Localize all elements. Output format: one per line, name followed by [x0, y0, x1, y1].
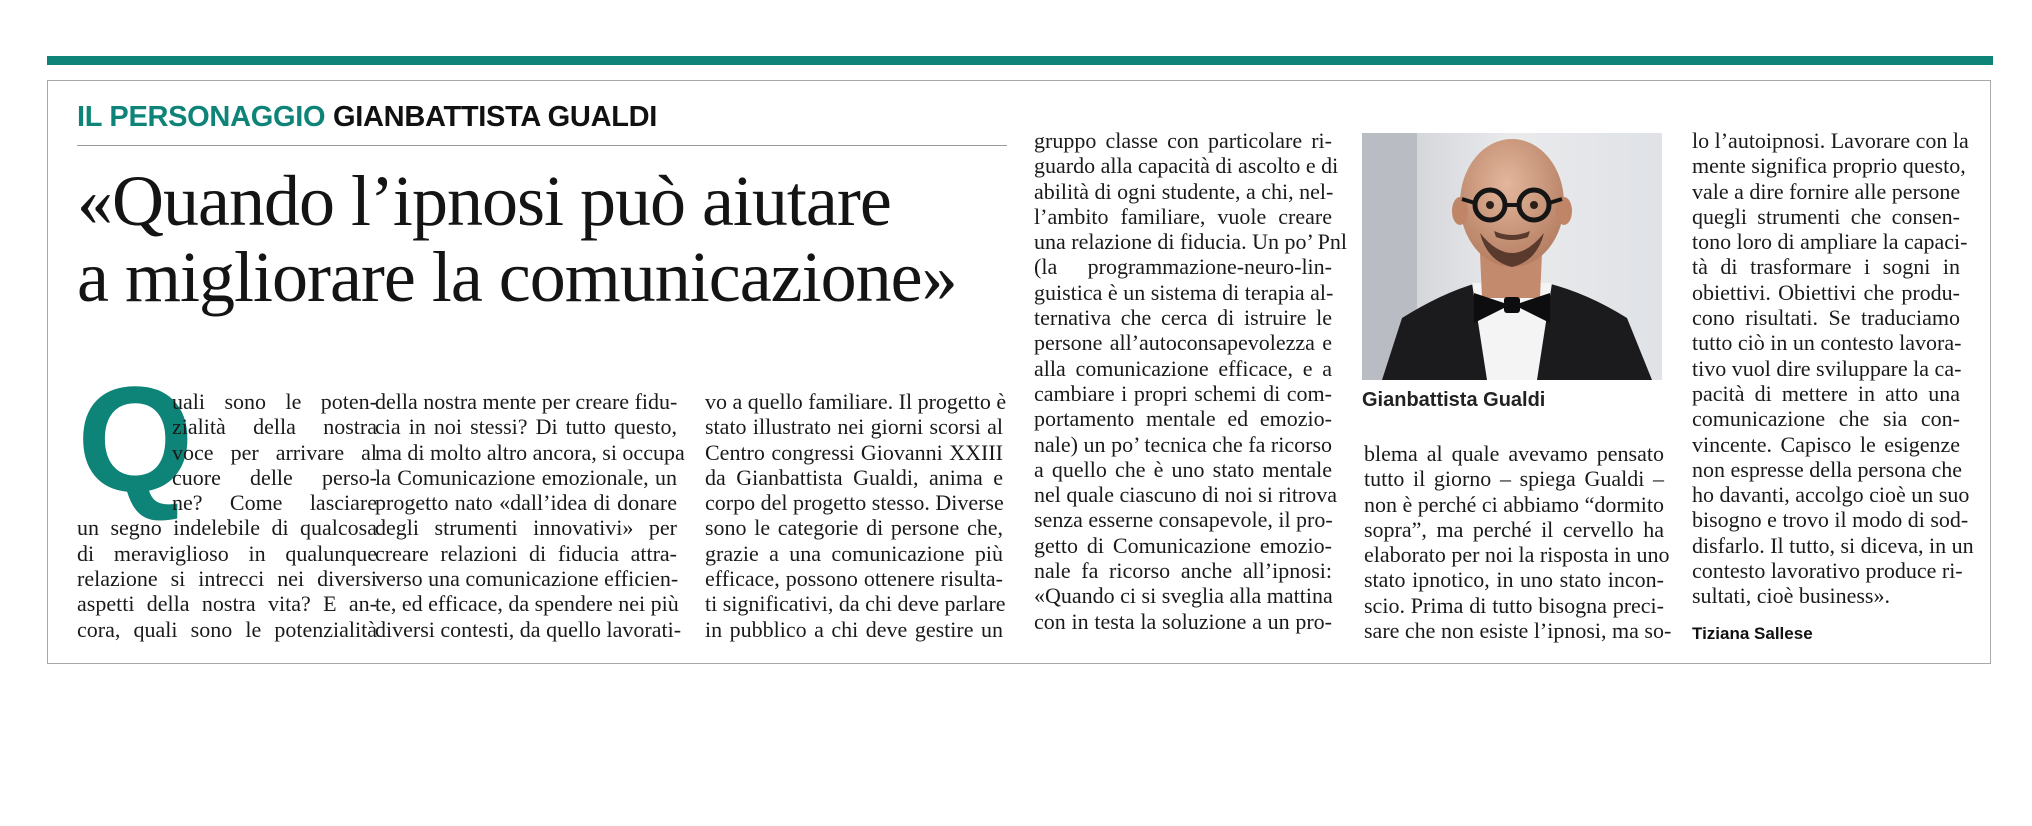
text-line: sultati, cioè business».: [1692, 583, 1890, 609]
text-line: ma di molto altro ancora, si occupa: [375, 439, 685, 465]
text-line: bisogno e trovo il modo di sod-: [1692, 507, 1969, 533]
text-column-2: [375, 389, 685, 642]
portrait-photo: [1362, 133, 1662, 380]
article-kicker: [77, 101, 657, 134]
text-line: voce per arrivare al: [172, 439, 377, 465]
text-line: alla comunicazione efficace, e a: [1034, 355, 1332, 381]
text-line: stato ipnotico, in uno stato incon-: [1364, 567, 1664, 593]
text-column-5: [1364, 441, 1672, 644]
text-line: stato illustrato nei giorni scorsi al: [705, 414, 1003, 440]
text-line: diversi contesti, da quello lavorati-: [375, 616, 682, 642]
text-line: sono le categorie di persone che,: [705, 515, 1003, 541]
text-line: elaborato per noi la risposta in uno: [1364, 542, 1670, 568]
headline-line-2: a migliorare la comunicazione»: [77, 237, 957, 317]
text-line: contesto lavorativo produce ri-: [1692, 558, 1963, 584]
text-line: grazie a una comunicazione più: [705, 540, 1003, 566]
text-line: tà di trasformare i sogni in: [1692, 254, 1960, 280]
text-line: scio. Prima di tutto bisogna preci-: [1364, 592, 1664, 618]
text-line: nale fa ricorso anche all’ipnosi:: [1034, 558, 1332, 584]
text-line: nale) un po’ tecnica che fa ricorso: [1034, 431, 1332, 457]
text-line: nel quale ciascuno di noi si ritrova: [1034, 482, 1338, 508]
text-line: ne? Come lasciare: [172, 490, 377, 516]
text-line: in pubblico a chi deve gestire un: [705, 616, 1003, 642]
text-line: vincente. Capisco le esigenze: [1692, 431, 1960, 457]
text-line: creare relazioni di fiducia attra-: [375, 540, 677, 566]
text-line: con in testa la soluzione a un pro-: [1034, 608, 1332, 634]
text-line: ternativa che cerca di istruire le: [1034, 305, 1332, 331]
text-line: zialità della nostra: [172, 414, 377, 440]
headline-line-1: «Quando l’ipnosi può aiutare: [77, 161, 891, 241]
text-line: aspetti della nostra vita? E an-: [77, 591, 377, 617]
text-line: progetto nato «dall’idea di donare: [375, 490, 677, 516]
text-line: sopra”, ma perché il cervello ha: [1364, 516, 1664, 542]
text-line: la Comunicazione emozionale, un: [375, 464, 677, 490]
text-line: (la programmazione-neuro-lin-: [1034, 254, 1332, 280]
text-line: tivo vuol dire sviluppare la ca-: [1692, 355, 1962, 381]
photo-caption: Gianbattista Gualdi: [1362, 389, 1546, 411]
text-line: relazione si intrecci nei diversi: [77, 566, 377, 592]
text-line: abilità di ogni studente, a chi, nel-: [1034, 178, 1334, 204]
text-line: pacità di mettere in atto una: [1692, 380, 1960, 406]
text-column-6: [1692, 128, 1974, 609]
top-accent-bar: [47, 56, 1993, 65]
text-line: Centro congressi Giovanni XXIII: [705, 439, 1003, 465]
text-line: cuore delle perso-: [172, 464, 377, 490]
text-line: persone all’autoconsapevolezza e: [1034, 330, 1332, 356]
text-line: cono risultati. Se traduciamo: [1692, 305, 1960, 331]
text-line: cora, quali sono le potenzialità: [77, 616, 377, 642]
text-line: ti significativi, da chi deve parlare: [705, 591, 1006, 617]
text-line: senza esserne consapevole, il pro-: [1034, 507, 1333, 533]
text-line: ho davanti, accolgo cioè un suo: [1692, 482, 1970, 508]
kicker-divider: [77, 145, 1007, 146]
text-line: vale a dire fornire alle persone: [1692, 178, 1961, 204]
author-byline: Tiziana Sallese: [1692, 624, 1813, 643]
text-line: «Quando ci si sveglia alla mattina: [1034, 583, 1333, 609]
text-line: tutto ciò in un contesto lavora-: [1692, 330, 1962, 356]
text-line: di meraviglioso in qualunque: [77, 540, 377, 566]
text-line: tono loro di ampliare la capaci-: [1692, 229, 1968, 255]
article-headline: [77, 163, 1037, 315]
text-line: cambiare i propri schemi di com-: [1034, 380, 1332, 406]
text-line: blema al quale avevamo pensato: [1364, 441, 1664, 466]
text-line: portamento mentale ed emozio-: [1034, 406, 1332, 432]
text-line: efficace, possono ottenere risulta-: [705, 566, 1003, 592]
text-line: a quello che è uno stato mentale: [1034, 456, 1332, 482]
text-line: una relazione di fiducia. Un po’ Pnl: [1034, 229, 1347, 255]
kicker-section: IL PERSONAGGIO: [77, 101, 326, 133]
text-column-3: [705, 389, 1007, 642]
text-line: un segno indelebile di qualcosa: [77, 515, 377, 541]
text-line: getto di Comunicazione emozio-: [1034, 532, 1332, 558]
text-line: disfarlo. Il tutto, si diceva, in un: [1692, 532, 1974, 558]
text-line: della nostra mente per creare fidu-: [375, 389, 678, 414]
text-line: verso una comunicazione efficien-: [375, 566, 679, 592]
text-line: da Gianbattista Gualdi, anima e: [705, 464, 1003, 490]
text-line: cia in noi stessi? Di tutto questo,: [375, 414, 677, 440]
text-line: tutto il giorno – spiega Gualdi –: [1364, 466, 1664, 492]
text-column-4: [1034, 128, 1347, 634]
text-line: uali sono le poten-: [172, 389, 377, 414]
text-line: te, ed efficace, da spendere nei più: [375, 591, 679, 617]
text-line: l’ambito familiare, vuole creare: [1034, 203, 1332, 229]
text-line: non è perché ci abbiamo “dormito: [1364, 491, 1664, 517]
text-line: sare che non esiste l’ipnosi, ma so-: [1364, 618, 1672, 644]
text-line: gruppo classe con particolare ri-: [1034, 128, 1332, 153]
text-line: comunicazione che sia con-: [1692, 406, 1960, 432]
text-line: vo a quello familiare. Il progetto è: [705, 389, 1007, 414]
text-column-1: [77, 389, 377, 642]
portrait-illustration: [1362, 133, 1662, 380]
text-line: corpo del progetto stesso. Diverse: [705, 490, 1004, 516]
kicker-name: GIANBATTISTA GUALDI: [333, 101, 658, 133]
drop-cap: Q: [77, 355, 194, 523]
text-line: degli strumenti innovativi» per: [375, 515, 677, 541]
text-line: obiettivi. Obiettivi che produ-: [1692, 279, 1960, 305]
text-line: quegli strumenti che consen-: [1692, 203, 1960, 229]
text-line: non espresse della persona che: [1692, 456, 1963, 482]
text-line: guardo alla capacità di ascolto e di: [1034, 153, 1339, 179]
text-line: lo l’autoipnosi. Lavorare con la: [1692, 128, 1969, 153]
text-line: mente significa proprio questo,: [1692, 153, 1966, 179]
text-line: guistica è un sistema di terapia al-: [1034, 279, 1334, 305]
